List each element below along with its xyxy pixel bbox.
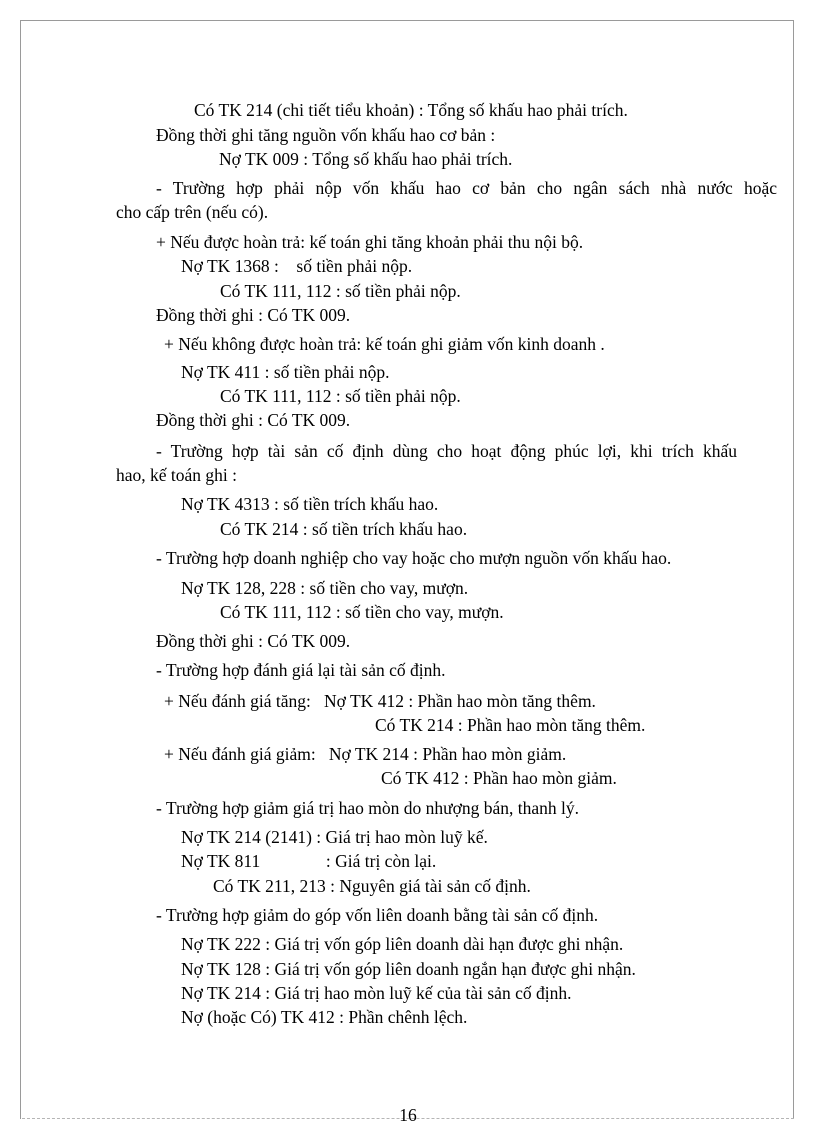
text-line: - Trường hợp tài sản cố định dùng cho hoạt động phúc lợi, khi trích khấu	[156, 441, 737, 461]
page-number: 16	[399, 1105, 417, 1125]
text-line: - Trường hợp đánh giá lại tài sản cố định.	[156, 660, 446, 680]
text-line: - Trường hợp giảm giá trị hao mòn do nhượng bán, thanh lý.	[156, 798, 579, 818]
text-line: Đồng thời ghi : Có TK 009.	[156, 305, 351, 325]
text-line: Nợ TK 128 : Giá trị vốn góp liên doanh ngắn hạn được ghi nhận.	[181, 959, 636, 979]
text-line: Nợ TK 4313 : số tiền trích khấu hao.	[181, 494, 439, 514]
text-line: Đồng thời ghi : Có TK 009.	[156, 631, 351, 651]
text-line: + Nếu không được hoàn trả: kế toán ghi giảm vốn kinh doanh .	[164, 334, 605, 354]
text-line: Nợ TK 411 : số tiền phải nộp.	[181, 362, 390, 382]
text-line: Có TK 111, 112 : số tiền phải nộp.	[220, 281, 461, 301]
text-line: Có TK 214 (chi tiết tiểu khoản) : Tổng số khấu hao phải trích.	[194, 100, 628, 120]
text-line: - Trường hợp doanh nghiệp cho vay hoặc cho mượn nguồn vốn khấu hao.	[156, 548, 672, 568]
text-line: Nợ TK 009 : Tổng số khấu hao phải trích.	[219, 149, 513, 169]
text-line: Nợ TK 811 : Giá trị còn lại.	[181, 851, 437, 871]
text-line: Đồng thời ghi : Có TK 009.	[156, 410, 351, 430]
text-line: Nợ TK 222 : Giá trị vốn góp liên doanh dài hạn được ghi nhận.	[181, 934, 624, 954]
text-line: + Nếu đánh giá tăng: Nợ TK 412 : Phần hao mòn tăng thêm.	[164, 691, 596, 711]
text-line: + Nếu đánh giá giảm: Nợ TK 214 : Phần hao mòn giảm.	[164, 744, 567, 764]
text-line: Có TK 214 : số tiền trích khấu hao.	[220, 519, 468, 539]
text-line: + Nếu được hoàn trả: kế toán ghi tăng khoản phải thu nội bộ.	[156, 232, 584, 252]
text-line: Nợ TK 1368 : số tiền phải nộp.	[181, 256, 413, 276]
text-line: Có TK 111, 112 : số tiền cho vay, mượn.	[220, 602, 504, 622]
text-line: - Trường hợp phải nộp vốn khấu hao cơ bản cho ngân sách nhà nước hoặc	[156, 178, 777, 198]
text-line: - Trường hợp giảm do góp vốn liên doanh bằng tài sản cố định.	[156, 905, 599, 925]
text-line: Có TK 211, 213 : Nguyên giá tài sản cố định.	[213, 876, 531, 896]
text-line: Nợ (hoặc Có) TK 412 : Phần chênh lệch.	[181, 1007, 468, 1027]
text-line: Có TK 412 : Phần hao mòn giảm.	[381, 768, 617, 788]
text-line: Có TK 214 : Phần hao mòn tăng thêm.	[375, 715, 646, 735]
text-line: Có TK 111, 112 : số tiền phải nộp.	[220, 386, 461, 406]
text-line: Đồng thời ghi tăng nguồn vốn khấu hao cơ bản :	[156, 125, 496, 145]
text-line: cho cấp trên (nếu có).	[116, 202, 269, 222]
text-line: hao, kế toán ghi :	[116, 465, 238, 485]
text-line: Nợ TK 214 (2141) : Giá trị hao mòn luỹ kế.	[181, 827, 488, 847]
text-line: Nợ TK 128, 228 : số tiền cho vay, mượn.	[181, 578, 469, 598]
text-line: Nợ TK 214 : Giá trị hao mòn luỹ kế của tài sản cố định.	[181, 983, 572, 1003]
